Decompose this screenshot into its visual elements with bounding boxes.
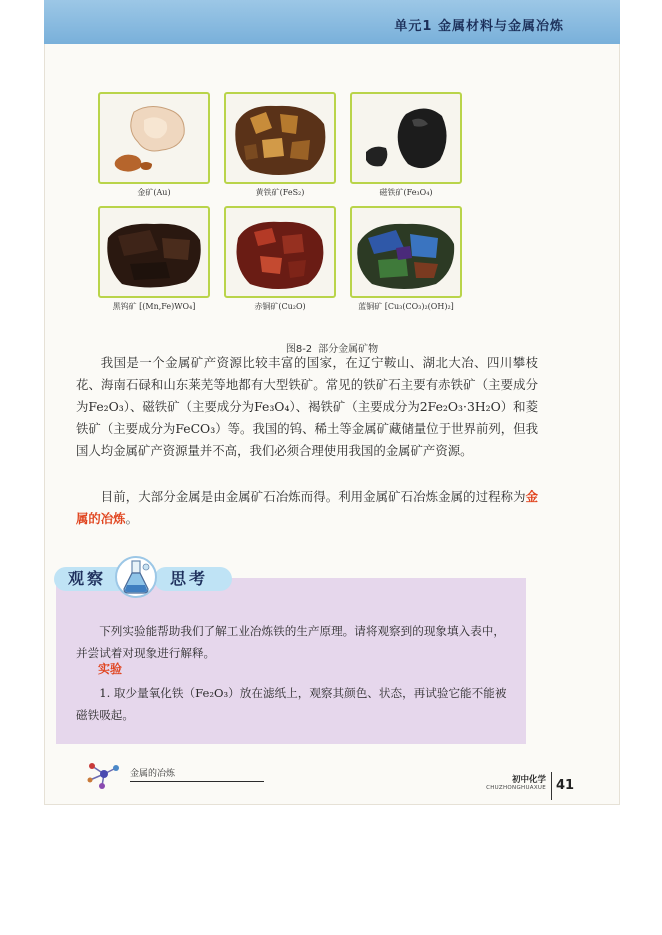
highlight-term: 金属的冶炼 [76, 489, 538, 526]
unit-title: 单元1 金属材料与金属冶炼 [394, 19, 564, 34]
brand-pinyin: CHUZHONGHUAXUE [486, 785, 546, 791]
mineral-caption: 黄铁矿(FeS₂) [255, 188, 305, 197]
observe-think-heading [54, 555, 264, 595]
mineral-photo-grid [98, 92, 468, 337]
molecule-icon [84, 758, 124, 790]
pyrite-ore-icon [224, 92, 336, 184]
mineral-caption: 赤铜矿(Cu₂O) [254, 302, 306, 311]
body-paragraph-2 [76, 486, 538, 530]
cuprite-ore-icon [224, 206, 336, 298]
page-number: 41 [556, 778, 575, 793]
brand-chinese: 初中化学 [511, 775, 546, 785]
mineral-cell-azurite [350, 206, 462, 312]
experiment-step-text: 1. 取少量氧化铁（Fe₂O₃）放在滤纸上，观察其颜色、状态，再试验它能不能被磁铁吸起。 [76, 686, 507, 722]
paragraph-text: 。 [125, 511, 138, 526]
footer-section-label: 金属的冶炼 [130, 769, 176, 779]
observe-label: 观察 [54, 567, 130, 591]
azurite-ore-icon [350, 206, 462, 298]
paragraph-text: 我国是一个金属矿产资源比较丰富的国家，在辽宁鞍山、湖北大冶、四川攀枝花、海南石碌和山东莱芜等地都有大型铁矿。常见的铁矿石主要有赤铁矿（主要成分为Fe₂O₃）、磁铁矿（主要成分为Fe₃O₄）、褐铁矿（主要成分为2Fe₂O₃·3H₂O）和菱铁矿（主要成分为FeCO₃）等。我国的钨、稀土等金属矿藏储量位于世界前列，但我国人均金属矿产资源量并不高，我们必须合理使用我国的金属矿产资源。 [76, 355, 538, 458]
body-paragraph-1 [76, 352, 538, 462]
think-label: 思考 [154, 567, 232, 591]
mineral-cell-wolframite [98, 206, 210, 312]
observe-intro [76, 620, 516, 664]
mineral-cell-cuprite [224, 206, 336, 312]
footer-rule [130, 781, 264, 782]
mineral-caption: 蓝铜矿 [Cu₃(CO₃)₂(OH)₂] [358, 302, 454, 311]
flask-icon [112, 555, 160, 599]
page-number-divider [551, 772, 552, 800]
figure-number: 图8-2 [285, 344, 313, 355]
mineral-cell-gold [98, 92, 210, 198]
mineral-cell-magnetite [350, 92, 462, 198]
mineral-cell-pyrite [224, 92, 336, 198]
experiment-step-1 [76, 682, 516, 726]
book-brand [474, 773, 546, 791]
mineral-caption: 金矿(Au) [137, 188, 171, 197]
experiment-label: 实验 [98, 662, 123, 676]
magnetite-ore-icon [350, 92, 462, 184]
figure-caption-text: 部分金属矿物 [318, 344, 379, 355]
mineral-caption: 磁铁矿(Fe₃O₄) [379, 188, 433, 197]
observe-intro-text: 下列实验能帮助我们了解工业冶炼铁的生产原理。请将观察到的现象填入表中，并尝试着对现象进行解释。 [76, 624, 505, 660]
mineral-caption: 黑钨矿 [(Mn,Fe)WO₄] [112, 302, 196, 311]
paragraph-text: 目前，大部分金属是由金属矿石冶炼而得。利用金属矿石冶炼金属的过程称为 [100, 489, 526, 504]
gold-ore-icon [98, 92, 210, 184]
unit-header-bar [44, 0, 620, 44]
wolframite-ore-icon [98, 206, 210, 298]
